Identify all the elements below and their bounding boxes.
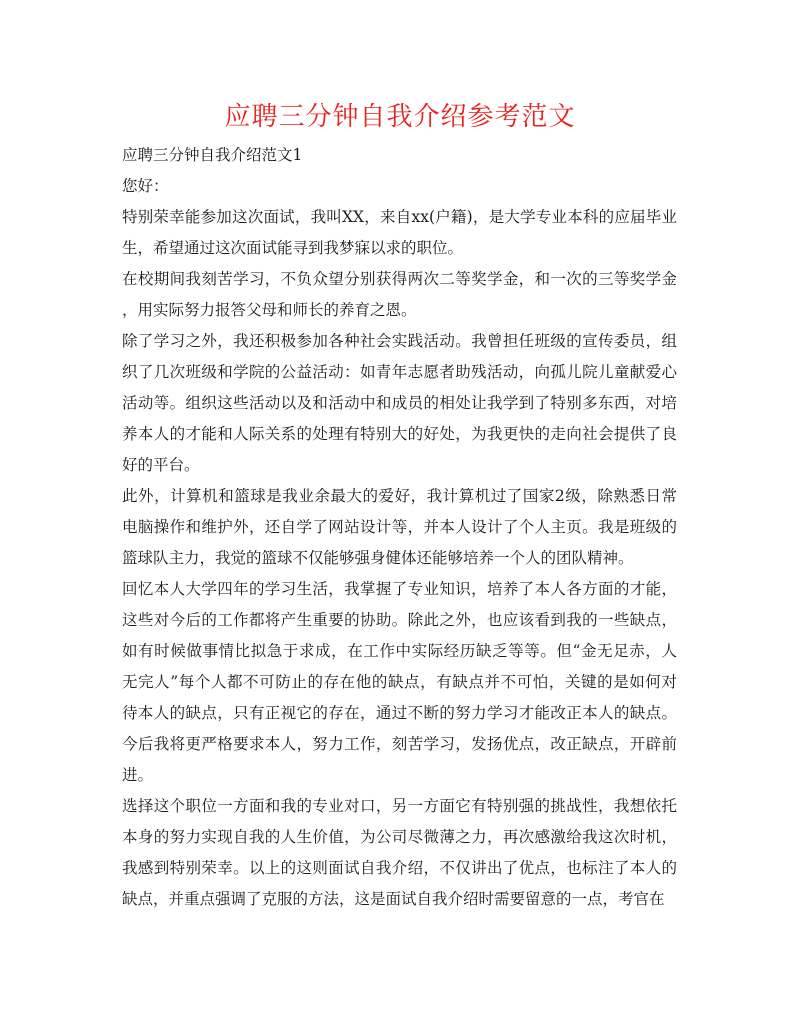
paragraph-line: 待本人的缺点，只有正视它的存在，通过不断的努力学习才能改正本人的缺点。 bbox=[122, 704, 677, 722]
paragraph bbox=[122, 326, 677, 481]
paragraph-line: 此外，计算机和篮球是我业余最大的爱好，我计算机过了国家2级，除熟悉日常 bbox=[122, 487, 677, 505]
paragraph-line: 养本人的才能和人际关系的处理有特别大的好处，为我更快的走向社会提供了良 bbox=[122, 425, 677, 443]
paragraph-line: 无完人”每个人都不可防止的存在他的缺点，有缺点并不可怕，关键的是如何对 bbox=[122, 673, 677, 691]
paragraph-line: 生，希望通过这次面试能寻到我梦寐以求的职位。 bbox=[122, 239, 464, 257]
paragraph bbox=[122, 171, 677, 202]
paragraph-line: 活动等。组织这些活动以及和活动中和成员的相处让我学到了特别多东西，对培 bbox=[122, 394, 677, 412]
paragraph-line: 这些对今后的工作都将产生重要的协助。除此之外，也应该看到我的一些缺点， bbox=[122, 611, 677, 629]
paragraph-line: 如有时候做事情比拟急于求成，在工作中实际经历缺乏等等。但“金无足赤，人 bbox=[122, 642, 677, 660]
paragraph-line: 好的平台。 bbox=[122, 456, 200, 474]
paragraph-line: 除了学习之外，我还积极参加各种社会实践活动。我曾担任班级的宣传委员，组 bbox=[122, 332, 677, 350]
paragraph-line: 特别荣幸能参加这次面试，我叫XX，来自xx(户籍)，是大学专业本科的应届毕业 bbox=[122, 208, 677, 226]
document-title: 应聘三分钟自我介绍参考范文 bbox=[224, 102, 576, 132]
paragraph-line: 电脑操作和维护外，还自学了网站设计等，并本人设计了个人主页。我是班级的 bbox=[122, 518, 677, 536]
paragraph-line: 您好： bbox=[122, 177, 169, 195]
paragraph bbox=[122, 574, 677, 791]
paragraph-line: 篮球队主力，我觉的篮球不仅能够强身健体还能够培养一个人的团队精神。 bbox=[122, 549, 634, 567]
paragraph bbox=[122, 791, 677, 915]
paragraph-line: 回忆本人大学四年的学习生活，我掌握了专业知识，培养了本人各方面的才能， bbox=[122, 580, 677, 598]
paragraph-line: 本身的努力实现自我的人生价值，为公司尽微薄之力，再次感激给我这次时机， bbox=[122, 828, 677, 846]
paragraph-line: 织了几次班级和学院的公益活动：如青年志愿者助残活动，向孤儿院儿童献爱心 bbox=[122, 363, 677, 381]
paragraph-line: ，用实际努力报答父母和师长的养育之恩。 bbox=[122, 301, 417, 319]
paragraph bbox=[122, 481, 677, 574]
paragraph-line: 应聘三分钟自我介绍范文1 bbox=[122, 146, 303, 164]
paragraph-line: 今后我将更严格要求本人，努力工作，刻苦学习，发扬优点，改正缺点，开辟前 bbox=[122, 735, 677, 753]
paragraph bbox=[122, 202, 677, 264]
paragraph-line: 我感到特别荣幸。以上的这则面试自我介绍，不仅讲出了优点，也标注了本人的 bbox=[122, 859, 677, 877]
paragraph-line: 选择这个职位一方面和我的专业对口，另一方面它有特别强的挑战性，我想依托 bbox=[122, 797, 677, 815]
paragraph-line: 进。 bbox=[122, 766, 154, 784]
paragraph bbox=[122, 264, 677, 326]
document-body bbox=[122, 140, 677, 915]
paragraph bbox=[122, 140, 677, 171]
paragraph-line: 在校期间我刻苦学习，不负众望分别获得两次二等奖学金，和一次的三等奖学金 bbox=[122, 270, 677, 288]
paragraph-line: 缺点，并重点强调了克服的方法，这是面试自我介绍时需要留意的一点，考官在 bbox=[122, 890, 665, 908]
